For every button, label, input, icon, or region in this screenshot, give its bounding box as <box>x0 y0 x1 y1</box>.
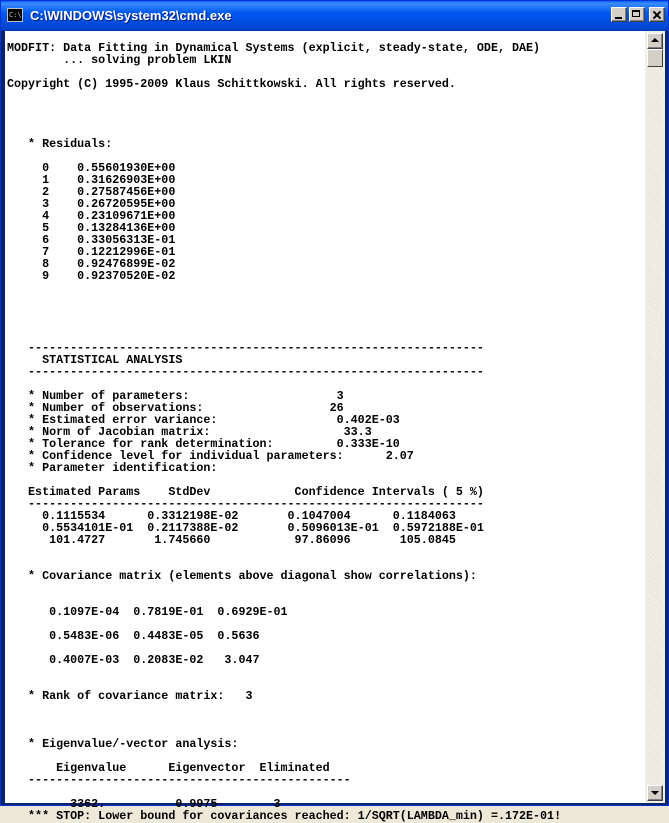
maximize-button[interactable] <box>629 7 645 22</box>
title-bar[interactable] <box>1 1 668 31</box>
scroll-track[interactable] <box>647 67 663 785</box>
close-button[interactable] <box>649 7 665 22</box>
console-output-area[interactable] <box>5 31 645 823</box>
scroll-down-button[interactable] <box>647 785 663 801</box>
scroll-up-button[interactable] <box>647 33 663 49</box>
vertical-scrollbar[interactable] <box>645 31 665 803</box>
cmd-icon[interactable]: C:\ <box>7 8 23 22</box>
minimize-button[interactable] <box>611 7 627 22</box>
scroll-thumb[interactable] <box>647 49 663 67</box>
window-title: C:\WINDOWS\system32\cmd.exe <box>30 8 232 23</box>
console-output-text: MODFIT: Data Fitting in Dynamical Systems (explicit, steady-state, ODE, DAE) ... solving problem LKIN Copyright (C) 1995-2009 Klaus Schittkowski. All rights reserved. * Residuals: 0 0.55601930E+00 1 0.31626903E+00 2 0.27587456E+00 3 0.26720595E+00 4 0.23109671E+00 5 0.13284136E+00 6 0.33056313E-01 7 0.12212996E-01 8 0.92476899E-02 9 0.92370520E-02 ----------------------------------------------------------------- STATISTICAL ANALYSIS ----------------------------------------------------------------- * Number of parameters: 3 * Number of observations: 26 * Estimated error variance: 0.402E-03 * Norm of Jacobian matrix: 33.3 * Tolerance for rank determination: 0.333E-10 * Confidence level for individual parameters: 2.07 * Parameter identification: Estimated Params StdDev Confidence Intervals ( 5 %) ----------------------------------------------------------------- 0.1115534 0.3312198E-02 0.1047004 0.1184063 0.5534101E-01 0.2117388E-02 0.5096013E-01 0.5972188E-01 101.4727 1.745660 97.86096 105.0845 * Covariance matrix (elements above diagonal show correlations): 0.1097E-04 0.7819E-01 0.6929E-01 0.5483E-06 0.4483E-05 0.5636 0.4007E-03 0.2083E-02 3.047 * Rank of covariance matrix: 3 * Eigenvalue/-vector analysis: Eigenvalue Eigenvector Eliminated ---------------------------------------------- 3362. 0.9975 3 *** STOP: Lower bound for covariances reached: 1/SQRT(LAMBDA_min) =.172E-01! <box>7 41 562 823</box>
